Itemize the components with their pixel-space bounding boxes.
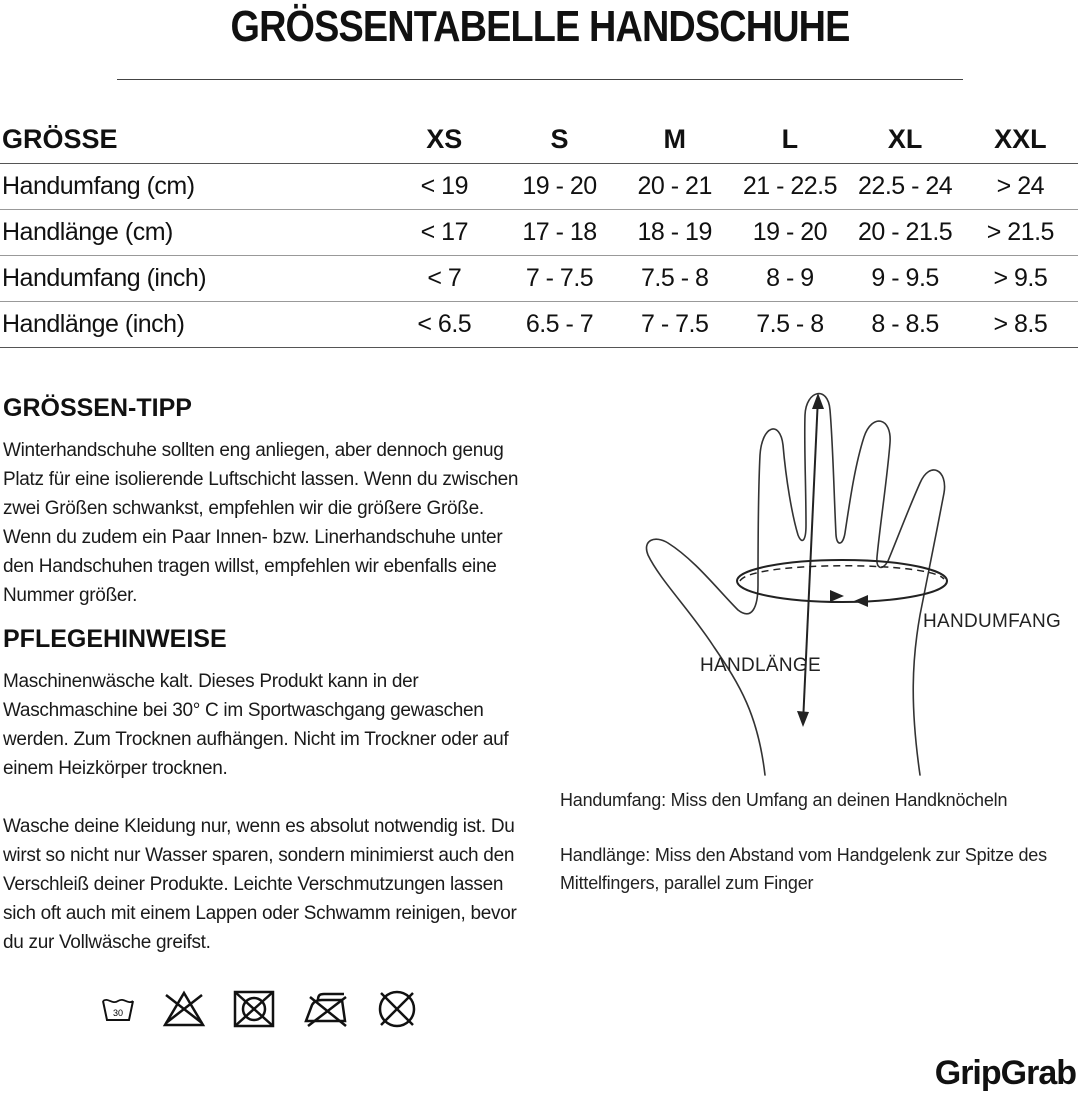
circumference-arrowhead-back [854,595,868,607]
table-cell: > 9.5 [963,256,1078,302]
table-cell: < 6.5 [387,302,502,348]
table-cell: < 17 [387,210,502,256]
table-cell: 8 - 8.5 [848,302,963,348]
care-text-1: Maschinenwäsche kalt. Dieses Produkt kann in der Waschmaschine bei 30° C im Sportwaschgang gewaschen werden. Zum Trocknen aufhängen. Nicht im Trockner oder auf einem Heizkörper trocknen. [3,671,509,779]
table-cell: 19 - 20 [732,210,847,256]
row-label: Handlänge (inch) [0,302,387,348]
no-tumble-dry-icon [232,989,276,1029]
hand-outline-illustration [630,385,1080,785]
size-header-l: L [732,115,847,164]
table-cell: > 24 [963,164,1078,210]
no-bleach-icon [162,989,206,1029]
table-cell: < 19 [387,164,502,210]
table-cell: 7 - 7.5 [617,302,732,348]
length-arrowhead-bottom [797,711,809,727]
circumference-caption: Handumfang: Miss den Umfang an deinen Handknöcheln [560,790,1008,810]
table-cell: 6.5 - 7 [502,302,617,348]
table-cell: 21 - 22.5 [732,164,847,210]
care-heading: PFLEGEHINWEISE [3,625,227,653]
page-title: GRÖSSENTABELLE HANDSCHUHE [230,2,850,51]
row-label: Handumfang (inch) [0,256,387,302]
size-header-m: M [617,115,732,164]
row-label: Handumfang (cm) [0,164,387,210]
table-row [0,164,1078,210]
table-cell: 20 - 21 [617,164,732,210]
size-header-xs: XS [387,115,502,164]
size-tip-text: Winterhandschuhe sollten eng anliegen, aber dennoch genug Platz für eine isolierende Luftschicht lassen. Wenn du zwischen zwei Größen schwankst, empfehlen wir die größere Größe. Wenn du zudem ein Paar Innen- bzw. Linerhandschuhe unter den Handschuhen tragen willst, empfehlen wir ebenfalls eine Nummer größer. [3,440,519,606]
size-header-row [0,115,1078,164]
table-cell: 7.5 - 8 [617,256,732,302]
size-header-label: GRÖSSE [0,115,387,164]
care-symbols [100,988,418,1030]
brand-logo: GripGrab [934,1054,1076,1092]
table-row [0,256,1078,302]
no-dry-clean-icon [376,988,418,1030]
table-cell: 9 - 9.5 [848,256,963,302]
size-header-xl: XL [848,115,963,164]
care-text-2: Wasche deine Kleidung nur, wenn es absolut notwendig ist. Du wirst so nicht nur Wasser sparen, sondern minimierst auch den Verschleiß deiner Produkte. Leichte Verschmutzungen lassen sich oft auch mit einem Lappen oder Schwamm reinigen, bevor du zur Vollwäsche greifst. [3,816,517,953]
table-cell: 19 - 20 [502,164,617,210]
table-cell: 7 - 7.5 [502,256,617,302]
size-header-xxl: XXL [963,115,1078,164]
table-cell: > 8.5 [963,302,1078,348]
hand-circumference-label: HANDUMFANG [923,611,1062,632]
size-header-s: S [502,115,617,164]
title-divider [117,79,963,80]
circumference-back-dashes [740,566,944,581]
table-cell: 8 - 9 [732,256,847,302]
hand-length-label: HANDLÄNGE [700,655,821,676]
size-tip-heading: GRÖSSEN-TIPP [3,394,192,422]
hand-measure-diagram [630,385,1080,790]
table-cell: > 21.5 [963,210,1078,256]
table-cell: 7.5 - 8 [732,302,847,348]
circumference-arrowhead-front [830,590,844,602]
wash-30-icon [100,995,136,1023]
size-table [0,115,1078,348]
wash-temp-label: 30 [112,1008,124,1018]
table-cell: < 7 [387,256,502,302]
table-cell: 17 - 18 [502,210,617,256]
table-cell: 22.5 - 24 [848,164,963,210]
table-cell: 20 - 21.5 [848,210,963,256]
row-label: Handlänge (cm) [0,210,387,256]
length-caption: Handlänge: Miss den Abstand vom Handgelenk zur Spitze des Mittelfingers, parallel zum Finger [560,845,1047,893]
table-row [0,302,1078,348]
no-iron-icon [302,989,350,1029]
table-cell: 18 - 19 [617,210,732,256]
table-row [0,210,1078,256]
